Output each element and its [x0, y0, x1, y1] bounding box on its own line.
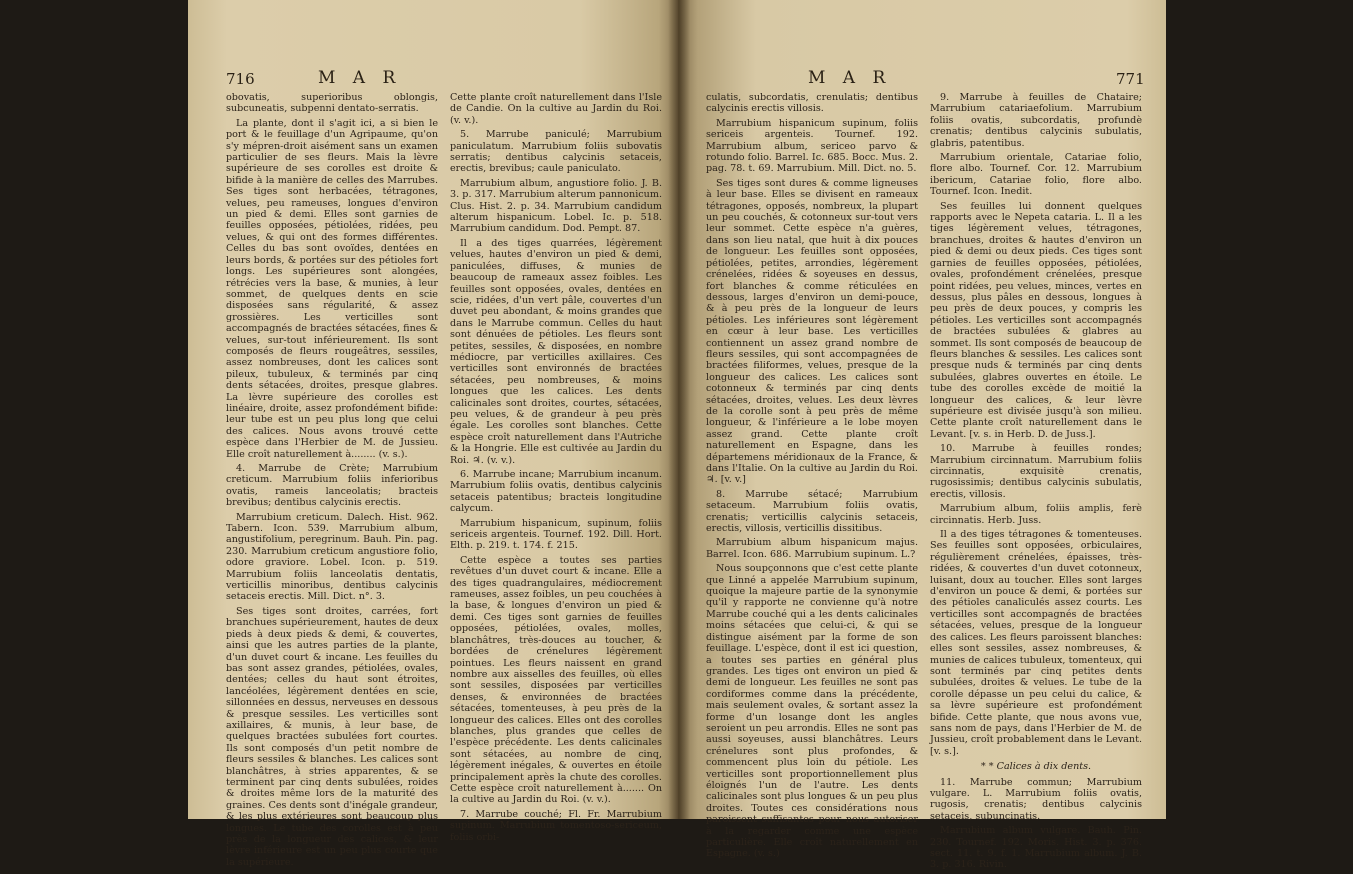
- left-column-2: [450, 92, 662, 846]
- left-column-1: [226, 92, 438, 871]
- running-head-left: M A R: [318, 68, 402, 88]
- species-heading: 5. Marrube paniculé; Marrubium paniculatum. Marrubium foliis subovatis serratis; dentibus calycinis setaceis, erectis, brevibus; caule paniculato.: [450, 129, 662, 175]
- species-heading: 4. Marrube de Crète; Marrubium creticum. Marrubium foliis inferioribus ovatis, rameis lanceolatis; bracteis brevibus; dentibus calycinis erectis.: [226, 463, 438, 509]
- species-heading: 7. Marrube couché; Fl. Fr. Marrubium supinum. Marrubium tomentoso-sericeum, foliis orbi-: [450, 808, 662, 843]
- section-heading: * * Calices à dix dents.: [980, 761, 1092, 773]
- right-column-1: [706, 92, 918, 863]
- book-gutter: [668, 0, 690, 819]
- paragraph: Ses feuilles lui donnent quelques rapports avec le Nepeta cataria. L. Il a les tiges légèrement velues, tétragones, branchues, droites & hautes d'environ un pied & demi ou deux pieds. Ces tiges sont garnies de feuilles opposées, pétiolées, ovales, profondément crénelées, presque point ridées, peu velues, minces, vertes en dessus, plus pâles en dessous, longues à peu près de deux pouces, y compris les pétioles. Les verticilles sont accompagnés de bractées subulées & glabres au sommet. Ils sont composés de beaucoup de fleurs blanches & sessiles. Les calices sont presque nuds & terminés par cinq dents subulées, glabres ouvertes en étoile. Le tube des corolles excède de moitié la longueur des calices, & leur lèvre supérieure est divisée jusqu'à son milieu. Cette plante croît naturellement dans le Levant. [v. s. in Herb. D. de Juss.].: [930, 200, 1142, 440]
- paragraph: Il a des tiges quarrées, légèrement velues, hautes d'environ un pied & demi, paniculées, diffuses, & munies de beaucoup de rameaux assez foibles. Les feuilles sont opposées, ovales, dentées en scie, ridées, d'un vert pâle, couvertes d'un duvet peu abondant, & moins grandes que dans le Marrube commun. Celles du haut sont dénuées de pétioles. Les fleurs sont petites, sessiles, & disposées, en nombre médiocre, par verticilles axillaires. Ces verticilles sont environnés de bractées sétacées, peu nombreuses, & moins longues que les calices. Les dents calicinales sont droites, courtes, sétacées, peu velues, & de grandeur à peu près égale. Les corolles sont blanches. Cette espèce croît naturellement dans l'Autriche & la Hongrie. Elle est cultivée au Jardin du Roi. ♃. (v. v.).: [450, 237, 662, 466]
- synonymy: Marrubium album hispanicum majus. Barrel. Icon. 686. Marrubium supinum. L.?: [706, 537, 918, 560]
- species-heading: 6. Marrube incane; Marrubium incanum. Marrubium foliis ovatis, dentibus calycinis setaceis patentibus; bracteis longitudine calycum.: [450, 469, 662, 515]
- page-number-right: 771: [1116, 70, 1145, 88]
- paragraph: Cette espèce a toutes ses parties revêtues d'un duvet court & incane. Elle a des tiges quadrangulaires, médiocrement rameuses, assez foibles, un peu couchées à la base, & longues d'environ un pied & demi. Ces tiges sont garnies de feuilles opposées, pétiolées, ovales, molles, blanchâtres, très-douces au toucher, & bordées de crénelures légèrement pointues. Les fleurs naissent en grand nombre aux aisselles des feuilles, où elles sont sessiles, disposées par verticilles denses, & environnées de bractées sétacées, tomenteuses, à peu près de la longueur des calices. Elles ont des corolles blanches, plus grandes que celles de l'espèce précédente. Les dents calicinales sont sétacées, au nombre de cinq, légèrement inégales, & ouvertes en étoile principalement après la chute des corolles. Cette espèce croît naturellement à....... On la cultive au Jardin du Roi. (v. v.).: [450, 554, 662, 806]
- running-head-right: M A R: [808, 68, 892, 88]
- synonymy: Marrubium hispanicum supinum, foliis sericeis argenteis. Tournef. 192. Marrubium album, sericeo parvo & rotundo folio. Barrel. Ic. 685. Bocc. Mus. 2. pag. 78. t. 69. Marrubium. Mill. Dict. no. 5.: [706, 117, 918, 175]
- paragraph: Ses tiges sont droites, carrées, fort branchues supérieurement, hautes de deux pieds à deux pieds & demi, & couvertes, ainsi que les autres parties de la plante, d'un duvet court & incane. Les feuilles du bas sont assez grandes, pétiolées, ovales, dentées; celles du haut sont étroites, lancéolées, légèrement dentées en scie, sillonnées en dessus, nerveuses en dessous & presque sessiles. Les verticilles sont axillaires, & munis, à leur base, de quelques bractées subulées fort courtes. Ils sont composés d'un petit nombre de fleurs sessiles & blanches. Les calices sont blanchâtres, à stries apparentes, & se terminent par cinq dents subulées, roides & droites même lors de la maturité des graines. Ces dents sont d'inégale grandeur, & les plus extérieures sont beaucoup plus longues. Le tube des corolles est à peu près de la longueur des calices, & leur lèvre inférieure est un peu plus courte que la supérieure.: [226, 605, 438, 868]
- left-page: [188, 0, 678, 868]
- synonymy: Marrubium creticum. Dalech. Hist. 962. Tabern. Icon. 539. Marrubium album, angustifolium, peregrinum. Bauh. Pin. pag. 230. Marrubium creticum angustiore folio, odore graviore. Lobel. Icon. p. 519. Marrubium foliis lanceolatis dentatis, verticillis minoribus, dentibus calycinis setaceis erectis. Mill. Dict. n°. 3.: [226, 511, 438, 603]
- paragraph: Ses tiges sont dures & comme ligneuses à leur base. Elles se divisent en rameaux tétragones, opposés, nombreux, la plupart un peu couchés, & cotonneux sur-tout vers leur sommet. Cette espèce n'a guères, dans son lieu natal, que huit à dix pouces de longueur. Les feuilles sont opposées, pétiolées, petites, arrondies, légèrement crénelées, ridées & soyeuses en dessus, fort blanches & comme réticulées en dessous, larges d'environ un demi-pouce, & à peu près de la longueur de leurs pétioles. Les inférieures sont légèrement en cœur à leur base. Les verticilles contiennent un assez grand nombre de fleurs sessiles, qui sont accompagnées de bractées filiformes, velues, presque de la longueur des calices. Les calices sont cotonneux & terminés par cinq dents sétacées, droites, velues. Les deux lèvres de la corolle sont à peu près de même longueur, & l'inférieure a le lobe moyen assez grand. Cette plante croît naturellement en Espagne, dans les départemens méridionaux de la France, & dans l'Italie. On la cultive au Jardin du Roi. ♃. [v. v.]: [706, 177, 918, 486]
- synonymy: Marrubium album vulgare. Bauh. Pin. 230. Tournef. 192. Moris. Hist. 3. p. 376. sect. 11. t. 9. f. 1. Marrubium album. J. B. 3. p. 316. Rivin.: [930, 825, 1142, 871]
- paragraph: culatis, subcordatis, crenulatis; dentibus calycinis erectis villosis.: [706, 92, 918, 115]
- species-heading: 11. Marrube commun; Marrubium vulgare. L. Marrubium foliis ovatis, rugosis, crenatis; dentibus calycinis setaceis, subuncinatis.: [930, 776, 1142, 822]
- paragraph: obovatis, superioribus oblongis, subcuneatis, subpenni dentato-serratis.: [226, 92, 438, 115]
- page-number-left: 716: [226, 70, 255, 88]
- synonymy: Marrubium hispanicum, supinum, foliis sericeis argenteis. Tournef. 192. Dill. Hort. Elth. p. 219. t. 174. f. 215.: [450, 517, 662, 552]
- species-heading: 10. Marrube à feuilles rondes; Marrubium circinnatum. Marrubium foliis circinnatis, exquisitè crenatis, rugosissimis; dentibus calycinis subulatis, erectis, villosis.: [930, 443, 1142, 500]
- species-heading: 9. Marrube à feuilles de Chataire; Marrubium catariaefolium. Marrubium foliis ovatis, subcordatis, profundè crenatis; dentibus calycinis subulatis, glabris, patentibus.: [930, 92, 1142, 149]
- synonymy: Marrubium album, angustiore folio. J. B. 3. p. 317. Marrubium alterum pannonicum. Clus. Hist. 2. p. 34. Marrubium candidum alterum hispanicum. Lobel. Ic. p. 518. Marrubium candidum. Dod. Pempt. 87.: [450, 177, 662, 235]
- paragraph: Nous soupçonnons que c'est cette plante que Linné a appelée Marrubium supinum, quoique la majeure partie de la synonymie qu'il y rapporte ne convienne qu'à notre Marrube couché qui a les dents calicinales moins sétacées que celui-ci, & qui se distingue aisément par la forme de son feuillage. L'espèce, dont il est ici question, a toutes ses parties en général plus grandes. Les tiges ont environ un pied & demi de longueur. Les feuilles ne sont pas cordiformes comme dans la précédente, mais seulement ovales, & sortant assez la forme d'un losange dont les angles seroient un peu arrondis. Elles ne sont pas aussi soyeuses, aussi blanchâtres. Leurs crénelures sont plus profondes, & commencent plus loin du pétiole. Les verticilles sont proportionnellement plus éloignés l'un de l'autre. Les dents calicinales sont plus longues & un peu plus droites. Toutes ces considérations nous paroissent suffisantes pour nous autoriser à la regarder comme une espèce particulière. Elle croît naturellement en Espagne. (v. s.): [706, 563, 918, 860]
- paragraph: La plante, dont il s'agit ici, a si bien le port & le feuillage d'un Agripaume, qu'on s'y mépren-droit aisément sans un examen particulier de ses fleurs. Mais la lèvre supérieure de ses corolles est droite & bifide à la manière de celles des Marrubes. Ses tiges sont herbacées, tétragones, velues, peu rameuses, longues d'environ un pied & demi. Elles sont garnies de feuilles opposées, pétiolées, ridées, peu velues, & qui ont des formes différentes. Celles du bas sont ovoïdes, dentées en leurs bords, & portées sur des pétioles fort longs. Les supérieures sont alongées, rétrécies vers la base, & munies, à leur sommet, de quelques dents en scie disposées sans régularité, & assez grossières. Les verticilles sont accompagnés de bractées sétacées, fines & velues, sur-tout inférieurement. Ils sont composés de fleurs rougeâtres, sessiles, assez nombreuses, dont les calices sont pileux, tubuleux, & terminés par cinq dents sétacées, droites, presque glabres. La lèvre supérieure des corolles est linéaire, droite, assez profondément bifide: leur tube est un peu plus long que celui des calices. Nous avons trouvé cette espèce dans l'Herbier de M. de Jussieu. Elle croît naturellement à........ (v. s.).: [226, 117, 438, 460]
- paragraph: Cette plante croît naturellement dans l'Isle de Candie. On la cultive au Jardin du Roi. (v. v.).: [450, 92, 662, 126]
- right-page: [678, 0, 1166, 871]
- synonymy: Marrubium orientale, Catariae folio, flore albo. Tournef. Cor. 12. Marrubium ibericum, Catariae folio, flore albo. Tournef. Icon. Inedit.: [930, 152, 1142, 198]
- synonymy: Marrubium album, foliis amplis, ferè circinnatis. Herb. Juss.: [930, 503, 1142, 526]
- paragraph: Il a des tiges tétragones & tomenteuses. Ses feuilles sont opposées, orbiculaires, régulièrement crénelées, épaisses, très-ridées, & couvertes d'un duvet cotonneux, luisant, doux au toucher. Elles sont larges d'environ un pouce & demi, & portées sur des pétioles canaliculés assez courts. Les verticilles sont accompagnés de bractées sétacées, velues, presque de la longueur des calices. Les fleurs paroissent blanches: elles sont sessiles, assez nombreuses, & munies de calices tubuleux, tomenteux, qui sont terminés par cinq petites dents subulées, droites & velues. Le tube de la corolle dépasse un peu celui du calice, & sa lèvre supérieure est profondément bifide. Cette plante, que nous avons vue, sans nom de pays, dans l'Herbier de M. de Jussieu, croît probablement dans le Levant. [v. s.].: [930, 529, 1142, 757]
- right-column-2: [930, 92, 1142, 874]
- species-heading: 8. Marrube sétacé; Marrubium setaceum. Marrubium foliis ovatis, crenatis; verticillis calycinis setaceis, erectis, villosis, verticillis dissitibus.: [706, 488, 918, 535]
